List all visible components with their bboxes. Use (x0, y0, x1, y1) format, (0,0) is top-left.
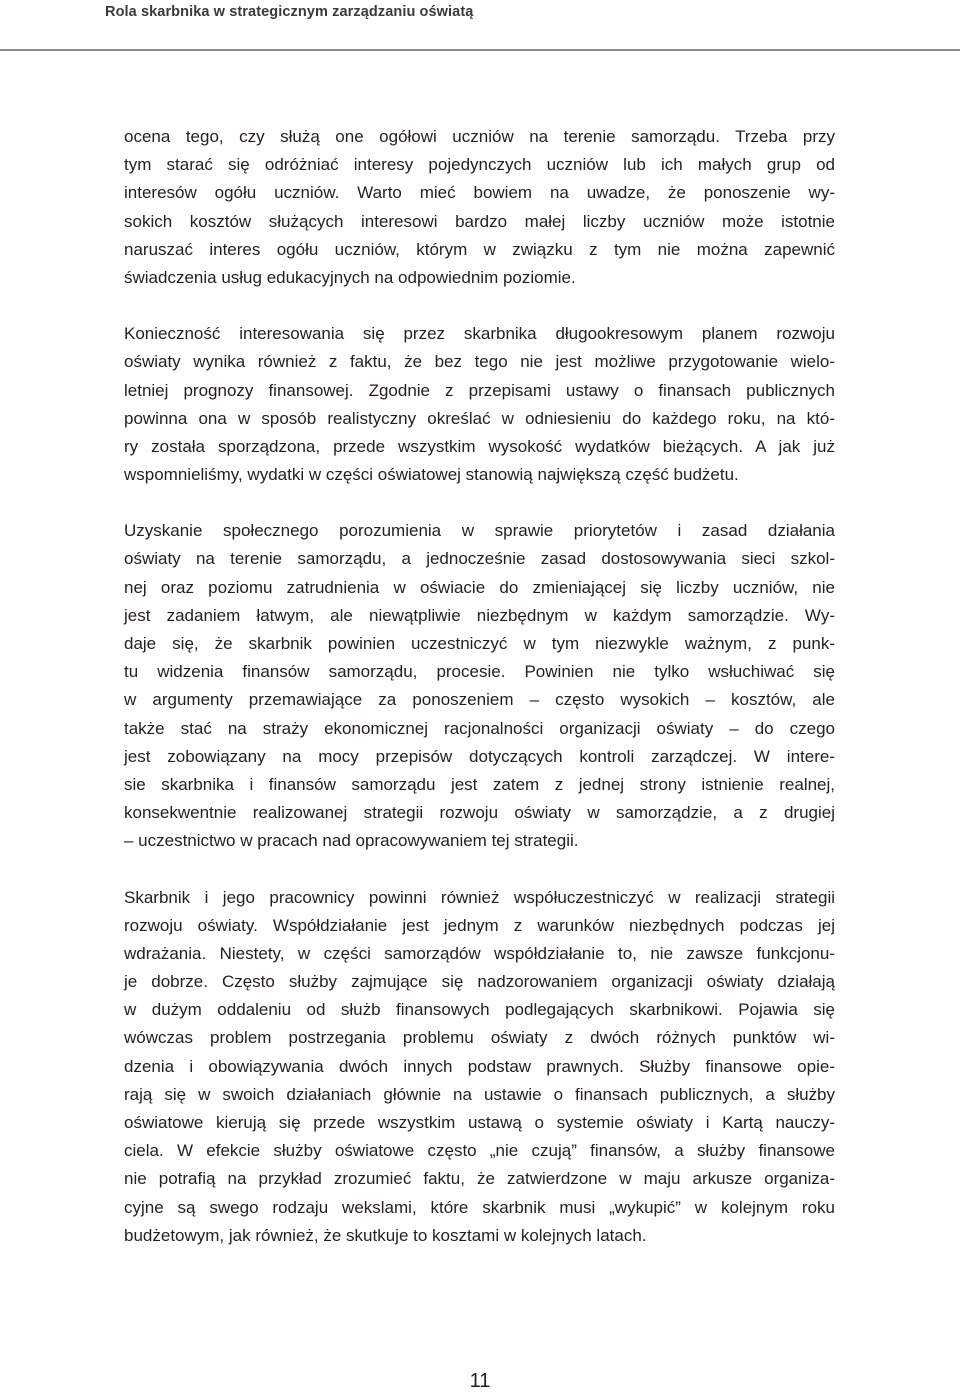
text-line: nej oraz poziomu zatrudnienia w oświacie do zmieniającej się liczby uczniów, nie (124, 577, 835, 597)
text-line: sokich kosztów służących interesowi bardzo małej liczby uczniów może istotnie (124, 211, 835, 231)
text-line: wdrażania. Niestety, w części samorządów współdziałanie to, nie zawsze funkcjonu- (124, 943, 835, 963)
text-line: powinna ona w sposób realistyczny określać w odniesieniu do każdego roku, na któ- (124, 408, 835, 428)
text-line: – uczestnictwo w pracach nad opracowywaniem tej strategii. (124, 831, 579, 851)
text-line: w argumenty przemawiające za ponoszeniem – często wysokich – kosztów, ale (124, 690, 835, 710)
text-line: nie potrafią na przykład zrozumieć faktu, że zatwierdzone w maju arkusze organiza- (124, 1169, 835, 1189)
text-line: interesów ogółu uczniów. Warto mieć bowiem na uwadze, że ponoszenie wy- (124, 183, 835, 203)
text-line: naruszać interes ogółu uczniów, którym w związku z tym nie można zapewnić (124, 239, 835, 259)
text-line: ciela. W efekcie służby oświatowe często „nie czują” finansów, a służby finansowe (124, 1141, 835, 1161)
text-line: dzenia i obowiązywania dwóch innych podstaw prawnych. Służby finansowe opie- (124, 1056, 835, 1076)
running-header: Rola skarbnika w strategicznym zarządzaniu oświatą (105, 4, 474, 20)
text-line: Konieczność interesowania się przez skarbnika długookresowym planem rozwoju (124, 324, 835, 344)
paragraph-4 (124, 884, 835, 1250)
text-line: oświatowe kierują się przede wszystkim ustawą o systemie oświaty i Kartą nauczy- (124, 1113, 835, 1132)
text-line: budżetowym, jak również, że skutkuje to kosztami w kolejnych latach. (124, 1225, 647, 1245)
text-line: cyjne są swego rodzaju wekslami, które skarbnik musi „wykupić” w kolejnym roku (124, 1197, 835, 1217)
text-line: ocena tego, czy służą one ogółowi uczniów na terenie samorządu. Trzeba przy (124, 127, 835, 146)
text-line: tym starać się odróżniać interesy pojedynczych uczniów lub ich małych grup od (124, 155, 835, 175)
text-line: oświaty na terenie samorządu, a jednocześnie zasad dostosowywania sieci szkol- (124, 549, 835, 569)
paragraph-2 (124, 320, 835, 489)
text-line: konsekwentnie realizowanej strategii rozwoju oświaty w samorządzie, a z drugiej (124, 803, 835, 823)
text-line: w dużym oddaleniu od służb finansowych podlegających skarbnikowi. Pojawia się (124, 1000, 835, 1020)
text-line: rają się w swoich działaniach głównie na ustawie o finansach publicznych, a służby (124, 1084, 835, 1104)
text-line: jest zobowiązany na mocy przepisów dotyczących kontroli zarządczej. W intere- (124, 746, 835, 766)
text-line: Uzyskanie społecznego porozumienia w sprawie priorytetów i zasad działania (124, 521, 835, 541)
text-line: letniej prognozy finansowej. Zgodnie z przepisami ustawy o finansach publicznych (124, 380, 835, 400)
header-divider (0, 49, 960, 51)
text-line: wówczas problem postrzegania problemu oświaty z dwóch różnych punktów wi- (124, 1028, 835, 1048)
text-line: także stać na straży ekonomicznej racjonalności organizacji oświaty – do czego (124, 718, 835, 738)
text-line: jest zadaniem łatwym, ale niewątpliwie niezbędnym w każdym samorządzie. Wy- (124, 605, 835, 625)
text-line: wspomnieliśmy, wydatki w części oświatowej stanowią największą część budżetu. (124, 465, 739, 485)
paragraph-1 (124, 123, 835, 292)
body-text (124, 123, 835, 1278)
page-number: 11 (469, 1370, 491, 1392)
text-line: oświaty wynika również z faktu, że bez tego nie jest możliwe przygotowanie wielo- (124, 352, 835, 372)
text-line: świadczenia usług edukacyjnych na odpowiednim poziomie. (124, 267, 576, 287)
text-line: tu widzenia finansów samorządu, procesie. Powinien nie tylko wsłuchiwać się (124, 662, 835, 682)
text-line: je dobrze. Często służby zajmujące się nadzorowaniem organizacji oświaty działają (124, 972, 835, 992)
text-line: sie skarbnika i finansów samorządu jest zatem z jednej strony istnienie realnej, (124, 774, 835, 794)
text-line: ry została sporządzona, przede wszystkim wysokość wydatków bieżących. A jak już (124, 436, 835, 456)
text-line: rozwoju oświaty. Współdziałanie jest jednym z warunków niezbędnych podczas jej (124, 915, 835, 935)
paragraph-3 (124, 517, 835, 855)
text-line: daje się, że skarbnik powinien uczestniczyć w tym niezwykle ważnym, z punk- (124, 634, 835, 653)
text-line: Skarbnik i jego pracownicy powinni również współuczestniczyć w realizacji strategii (124, 887, 835, 907)
